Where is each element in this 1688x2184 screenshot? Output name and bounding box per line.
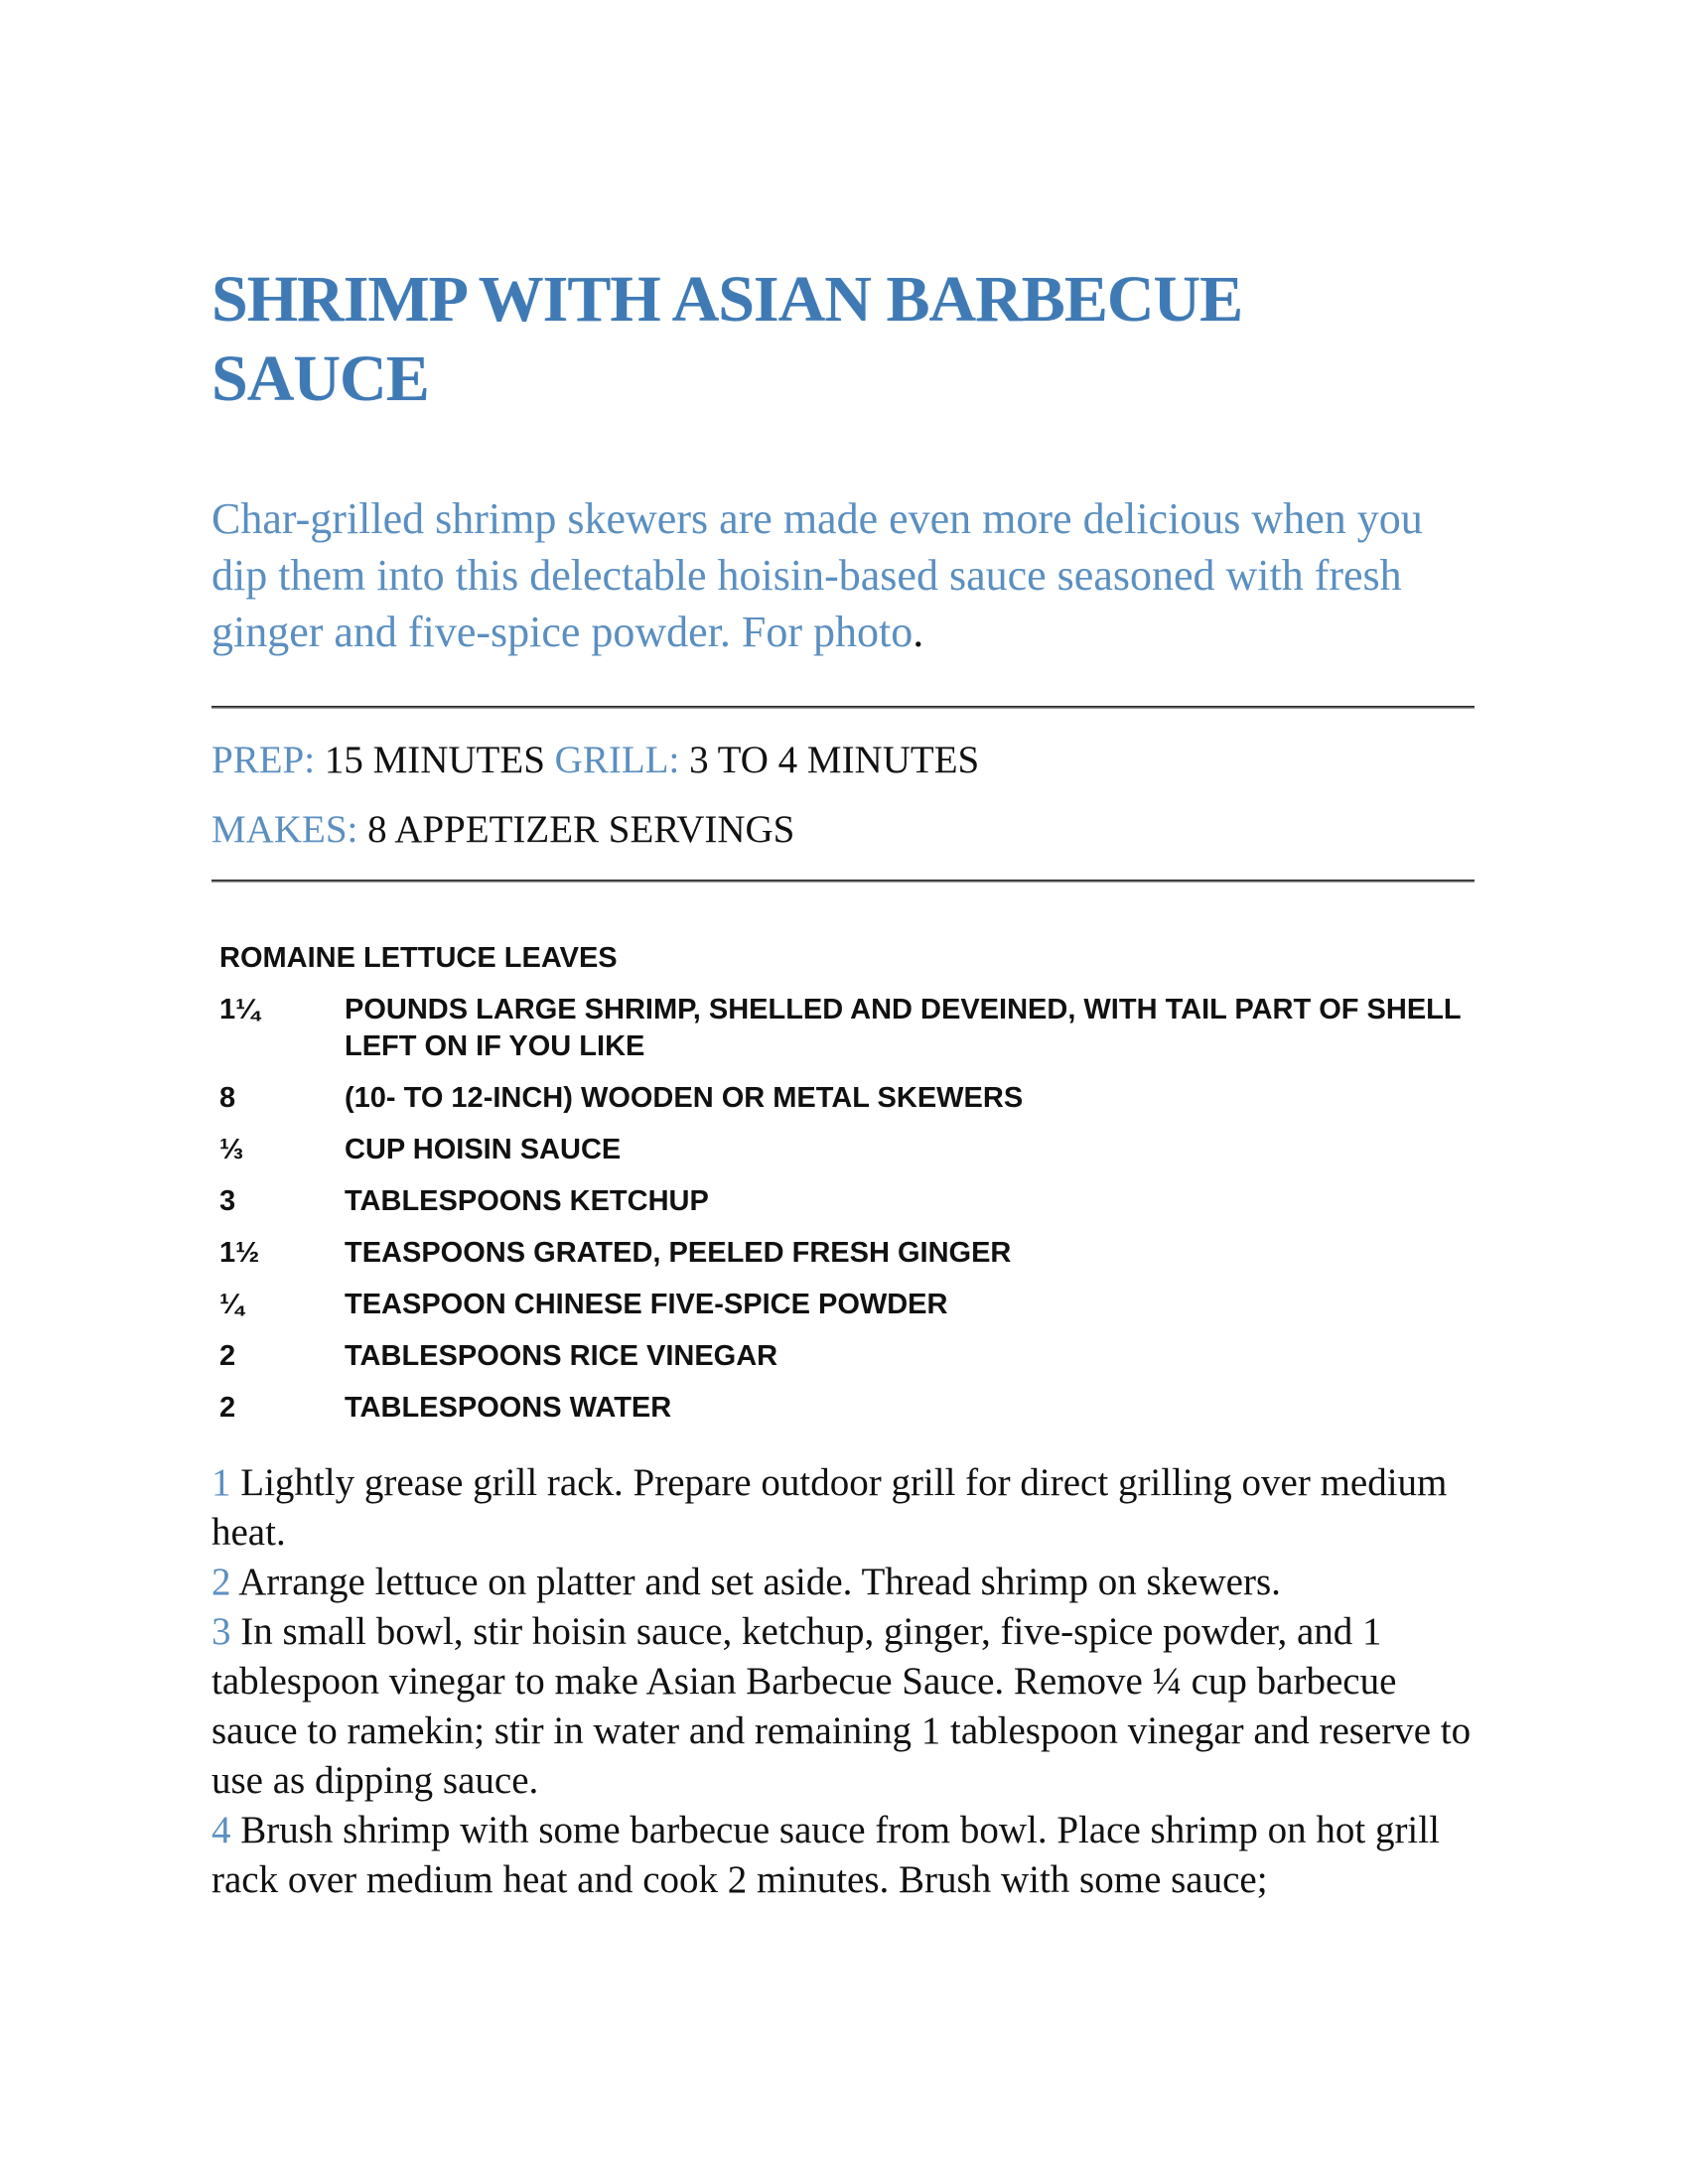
direction-step bbox=[211, 1607, 1475, 1806]
ingredient-text: TEASPOON CHINESE FIVE-SPICE POWDER bbox=[345, 1289, 948, 1320]
recipe-title-line-2: SAUCE bbox=[211, 342, 429, 415]
ingredient-text: POUNDS LARGE SHRIMP, SHELLED AND DEVEINED, WITH TAIL PART OF SHELL LEFT ON IF YOU LIKE bbox=[345, 994, 1462, 1062]
ingredient-text: TABLESPOONS KETCHUP bbox=[345, 1185, 709, 1217]
step-text: Lightly grease grill rack. Prepare outdoor grill for direct grilling over medium heat. bbox=[211, 1461, 1448, 1554]
ingredient-text: CUP HOISIN SAUCE bbox=[345, 1134, 622, 1165]
ingredient-row bbox=[211, 1338, 1475, 1375]
ingredient-qty: 8 bbox=[219, 1082, 236, 1114]
ingredient-qty: ⅓ bbox=[219, 1134, 244, 1165]
ingredient-row bbox=[211, 1235, 1475, 1272]
recipe-intro-text: Char-grilled shrimp skewers are made even more delicious when you dip them into this delectable hoisin-based sauce seasoned with fresh ginger and five-spice powder. For photo bbox=[211, 494, 1423, 656]
ingredient-qty: 1¼ bbox=[219, 994, 260, 1025]
ingredient-text: (10- TO 12-INCH) WOODEN OR METAL SKEWERS bbox=[345, 1082, 1024, 1114]
top-divider bbox=[211, 706, 1475, 709]
ingredient-row bbox=[211, 1390, 1475, 1427]
ingredients-list bbox=[211, 940, 1475, 1427]
prep-grill-row bbox=[211, 739, 1475, 808]
recipe-intro-period: . bbox=[913, 608, 924, 656]
ingredient-text: TABLESPOONS RICE VINEGAR bbox=[345, 1340, 778, 1372]
direction-step bbox=[211, 1806, 1475, 1905]
step-text: Arrange lettuce on platter and set aside. Thread shrimp on skewers. bbox=[238, 1561, 1281, 1603]
step-number: 4 bbox=[211, 1809, 231, 1851]
prep-value: 15 MINUTES bbox=[324, 739, 545, 781]
ingredient-qty: 2 bbox=[219, 1340, 236, 1372]
directions bbox=[211, 1458, 1475, 1905]
bottom-divider bbox=[211, 880, 1475, 883]
ingredient-qty: 1½ bbox=[219, 1237, 260, 1269]
recipe-page bbox=[211, 260, 1475, 1905]
recipe-title bbox=[211, 260, 1475, 419]
ingredient-text: TEASPOONS GRATED, PEELED FRESH GINGER bbox=[345, 1237, 1012, 1269]
ingredient-qty: 2 bbox=[219, 1392, 236, 1424]
ingredient-row bbox=[211, 1183, 1475, 1220]
ingredient-row bbox=[211, 1132, 1475, 1168]
ingredients-heading: ROMAINE LETTUCE LEAVES bbox=[219, 942, 618, 974]
step-text: In small bowl, stir hoisin sauce, ketchup, ginger, five-spice powder, and 1 tablespoon vinegar to make Asian Barbecue Sauce. Remove ¼ cup barbecue sauce to ramekin; stir in water and remaining 1 tablespoon vinegar and reserve to use as dipping sauce. bbox=[211, 1610, 1472, 1802]
direction-step bbox=[211, 1458, 1475, 1558]
direction-step bbox=[211, 1558, 1475, 1607]
ingredient-row bbox=[211, 1080, 1475, 1117]
prep-label: PREP: bbox=[211, 739, 316, 781]
step-number: 3 bbox=[211, 1610, 231, 1653]
makes-label: MAKES: bbox=[211, 808, 358, 851]
step-number: 1 bbox=[211, 1461, 231, 1504]
step-text: Brush shrimp with some barbecue sauce from bowl. Place shrimp on hot grill rack over medium heat and cook 2 minutes. Brush with some sauce; bbox=[211, 1809, 1440, 1901]
recipe-meta bbox=[211, 739, 1475, 878]
recipe-title-line-1: SHRIMP WITH ASIAN BARBECUE bbox=[211, 263, 1243, 336]
recipe-intro bbox=[211, 490, 1475, 660]
ingredient-text: TABLESPOONS WATER bbox=[345, 1392, 672, 1424]
ingredient-row bbox=[211, 1287, 1475, 1323]
ingredient-qty: 3 bbox=[219, 1185, 236, 1217]
grill-label: GRILL: bbox=[554, 739, 680, 781]
step-number: 2 bbox=[211, 1561, 231, 1603]
makes-row bbox=[211, 808, 1475, 878]
ingredient-row bbox=[211, 992, 1475, 1065]
ingredient-qty: ¼ bbox=[219, 1289, 244, 1320]
grill-value: 3 TO 4 MINUTES bbox=[689, 739, 980, 781]
makes-value: 8 APPETIZER SERVINGS bbox=[367, 808, 795, 851]
